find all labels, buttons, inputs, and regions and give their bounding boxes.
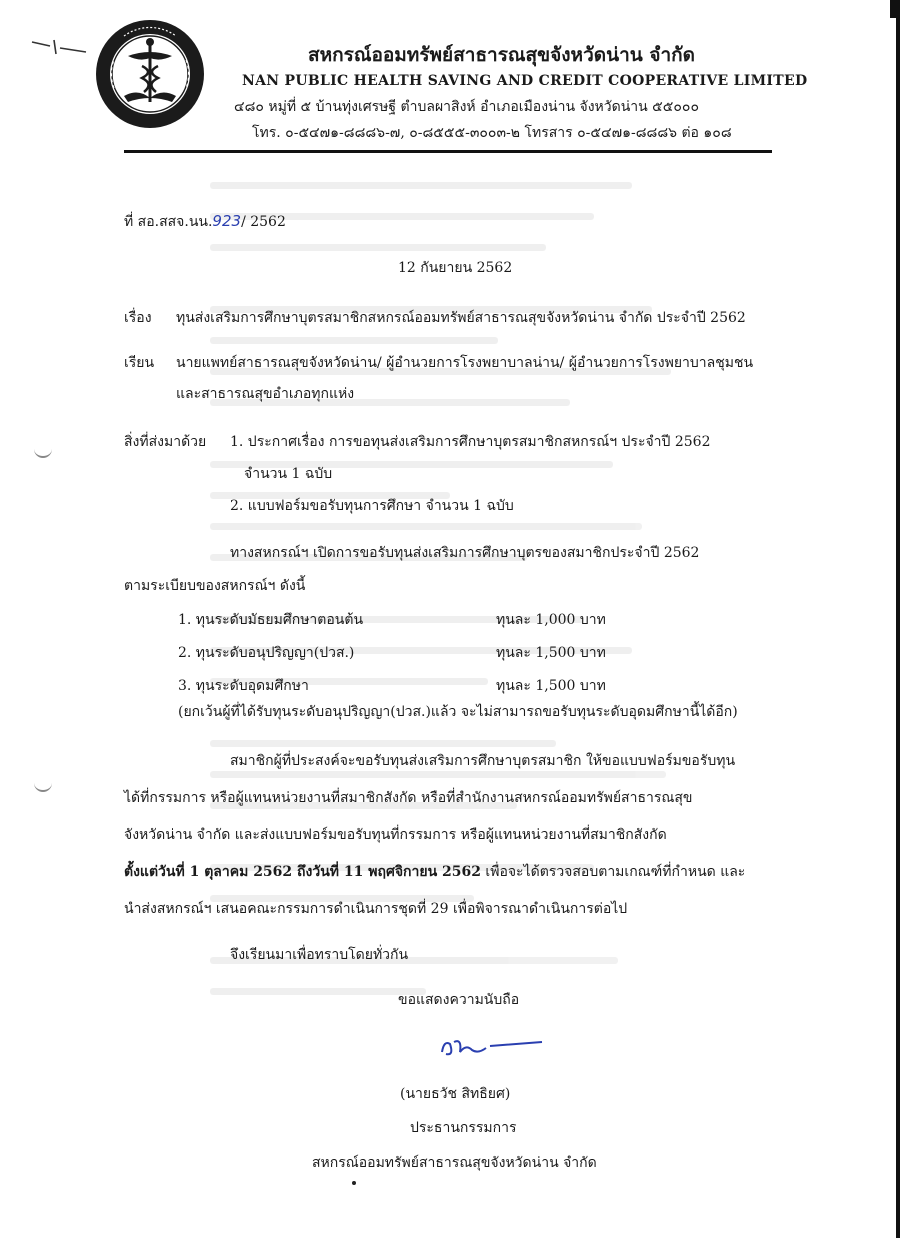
- deadline-bold: ตั้งแต่วันที่ 1 ตุลาคม 2562 ถึงวันที่ 11 พฤศจิกายน 2562: [124, 864, 481, 880]
- scholarship-3-label: 3. ทุนระดับอุดมศึกษา: [178, 678, 309, 694]
- closing-request: จึงเรียนมาเพื่อทราบโดยทั่วกัน: [230, 947, 409, 963]
- signer-name: (นายธวัช สิทธิยศ): [400, 1086, 511, 1102]
- closing-salutation: ขอแสดงความนับถือ: [398, 992, 520, 1008]
- scholarship-2-label: 2. ทุนระดับอนุปริญญา(ปวส.): [178, 645, 355, 661]
- ref-prefix: ที่ สอ.สสจ.นน.: [124, 214, 213, 230]
- reference-number: [124, 212, 286, 231]
- punch-hole-lower: [34, 776, 52, 792]
- signature-mark: [436, 1030, 546, 1066]
- body-2-line-4-rest: เพื่อจะได้ตรวจสอบตามเกณฑ์ที่กำหนด และ: [480, 864, 746, 880]
- scholarship-1-amount: ทุนละ 1,000 บาท: [496, 612, 606, 628]
- enclosure-1-line-2: จำนวน 1 ฉบับ: [244, 466, 333, 482]
- org-name-english: NAN PUBLIC HEALTH SAVING AND CREDIT COOPERATIVE LIMITED: [242, 73, 808, 89]
- scholarship-2-amount: ทุนละ 1,500 บาท: [496, 645, 606, 661]
- pen-stroke-mark: [30, 36, 90, 58]
- ref-number-handwritten: 923: [212, 212, 242, 230]
- body-2-line-3: จังหวัดน่าน จำกัด และส่งแบบฟอร์มขอรับทุนที่กรรมการ หรือผู้แทนหน่วยงานที่สมาชิกสังกัด: [124, 827, 667, 843]
- scholarship-3-amount: ทุนละ 1,500 บาท: [496, 678, 606, 694]
- subject-label: เรื่อง: [124, 310, 152, 326]
- body-2-line-5: นำส่งสหกรณ์ฯ เสนอคณะกรรมการดำเนินการชุดที่ 29 เพื่อพิจารณาดำเนินการต่อไป: [124, 901, 628, 917]
- body-1-line-1: ทางสหกรณ์ฯ เปิดการขอรับทุนส่งเสริมการศึกษาบุตรของสมาชิกประจำปี 2562: [230, 545, 700, 561]
- punch-hole-upper: [34, 442, 52, 458]
- to-line-2: และสาธารณสุขอำเภอทุกแห่ง: [176, 386, 355, 402]
- enclosure-2: 2. แบบฟอร์มขอรับทุนการศึกษา จำนวน 1 ฉบับ: [230, 498, 514, 514]
- body-2-line-1: สมาชิกผู้ที่ประสงค์จะขอรับทุนส่งเสริมการศึกษาบุตรสมาชิก ให้ขอแบบฟอร์มขอรับทุน: [230, 753, 736, 769]
- enclosure-label: สิ่งที่ส่งมาด้วย: [124, 434, 207, 450]
- scholarship-1-label: 1. ทุนระดับมัธยมศึกษาตอนต้น: [178, 612, 364, 628]
- ref-suffix: / 2562: [241, 214, 286, 230]
- org-phone: โทร. ๐-๕๔๗๑-๘๘๘๖-๗, ๐-๘๕๕๕-๓๐๐๓-๒ โทรสาร ๐-๕๔๗๑-๘๘๘๖ ต่อ ๑๐๘: [252, 125, 732, 141]
- body-1-line-2: ตามระเบียบของสหกรณ์ฯ ดังนี้: [124, 578, 306, 594]
- scholarship-note: (ยกเว้นผู้ที่ได้รับทุนระดับอนุปริญญา(ปวส.)แล้ว จะไม่สามารถขอรับทุนระดับอุดมศึกษานี้ได้อีก): [178, 704, 738, 720]
- stray-dot: [352, 1181, 356, 1185]
- body-2-line-4: [124, 864, 745, 881]
- letter-date: 12 กันยายน 2562: [398, 260, 513, 276]
- org-address: ๔๘๐ หมู่ที่ ๕ บ้านทุ่งเศรษฐี ตำบลผาสิงห์ อำเภอเมืองน่าน จังหวัดน่าน ๕๕๐๐๐: [234, 99, 699, 115]
- enclosure-1-line-1: 1. ประกาศเรื่อง การขอทุนส่งเสริมการศึกษาบุตรสมาชิกสหกรณ์ฯ ประจำปี 2562: [230, 434, 711, 450]
- scan-edge: [896, 0, 900, 1238]
- subject-text: ทุนส่งเสริมการศึกษาบุตรสมาชิกสหกรณ์ออมทรัพย์สาธารณสุขจังหวัดน่าน จำกัด ประจำปี 2562: [176, 310, 746, 326]
- to-label: เรียน: [124, 355, 155, 371]
- to-line-1: นายแพทย์สาธารณสุขจังหวัดน่าน/ ผู้อำนวยการโรงพยาบาลน่าน/ ผู้อำนวยการโรงพยาบาลชุมชน: [176, 355, 754, 371]
- scan-edge-corner: [890, 0, 896, 18]
- header-rule: [124, 150, 772, 153]
- cooperative-seal-icon: [94, 18, 206, 130]
- signer-organization: สหกรณ์ออมทรัพย์สาธารณสุขจังหวัดน่าน จำกัด: [312, 1155, 597, 1171]
- signer-title: ประธานกรรมการ: [410, 1120, 517, 1136]
- body-2-line-2: ได้ที่กรรมการ หรือผู้แทนหน่วยงานที่สมาชิกสังกัด หรือที่สำนักงานสหกรณ์ออมทรัพย์สาธารณสุข: [124, 790, 693, 806]
- org-name-thai: สหกรณ์ออมทรัพย์สาธารณสุขจังหวัดน่าน จำกัด: [308, 44, 695, 66]
